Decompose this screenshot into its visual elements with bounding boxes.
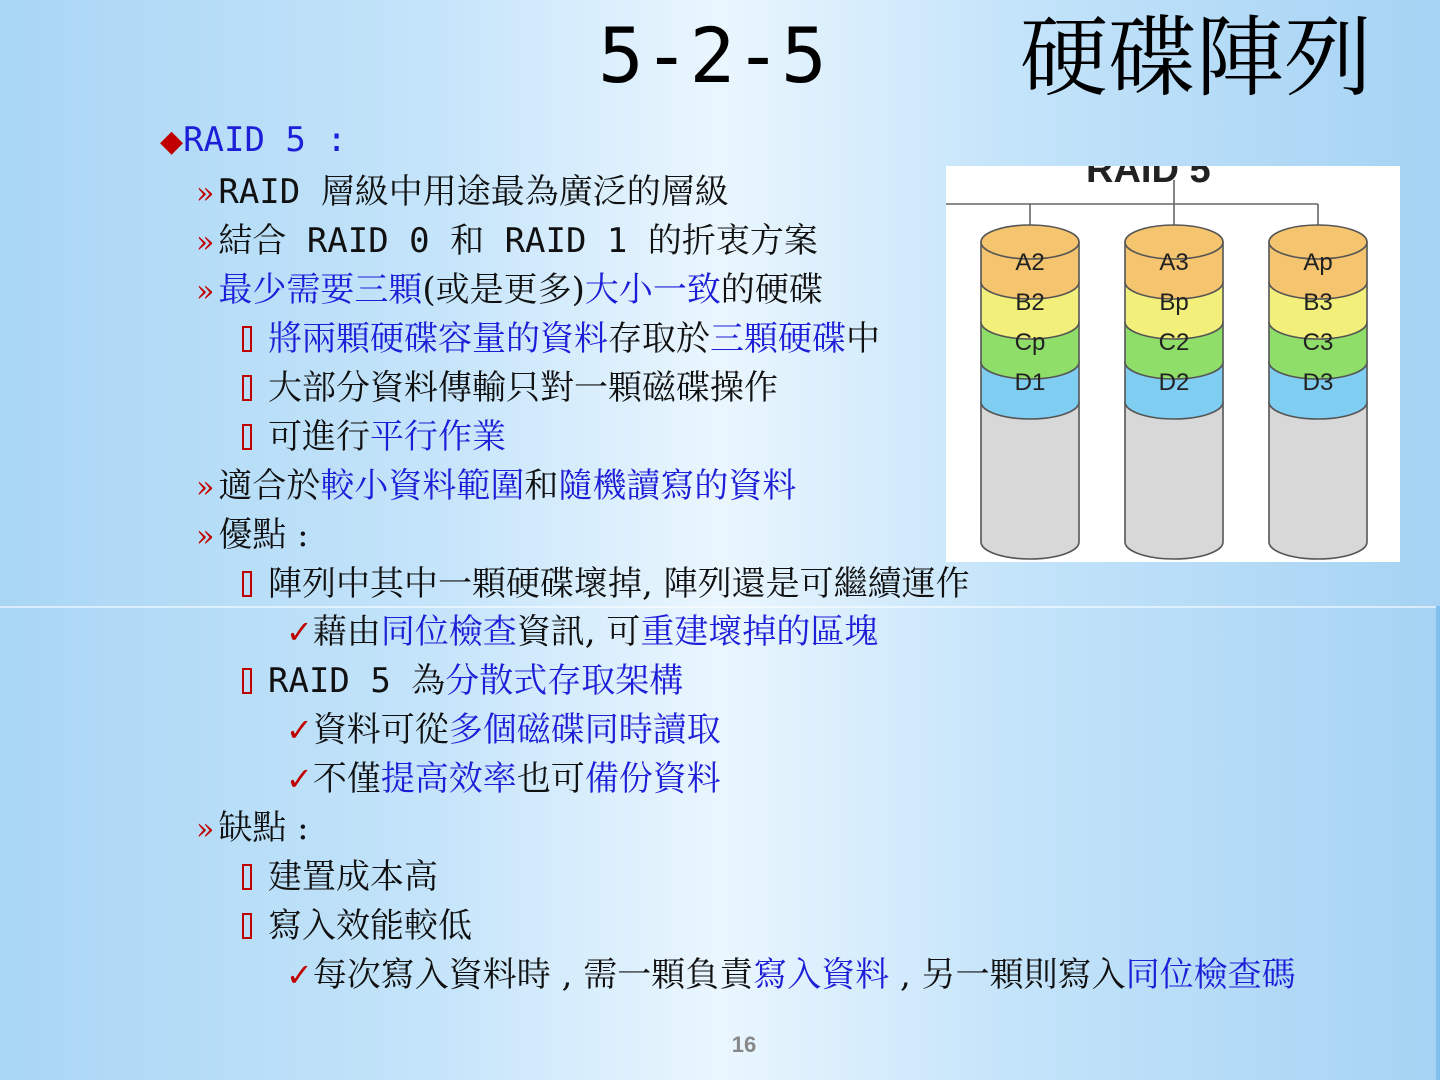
chevron-bullet-icon: » xyxy=(196,225,215,260)
text: 缺點 : xyxy=(218,808,309,848)
chevron-bullet-icon: » xyxy=(196,470,215,505)
text: 備份資料 xyxy=(584,759,721,799)
text: 分散式存取架構 xyxy=(445,661,684,701)
text: 資料可從 xyxy=(312,710,449,750)
disk-empty-body xyxy=(1269,402,1367,559)
bullet-level1 xyxy=(196,172,729,214)
bullet-level1 xyxy=(196,515,309,557)
box-bullet-icon xyxy=(242,913,252,939)
page-number: 16 xyxy=(731,1032,757,1057)
check-bullet-icon: ✓ xyxy=(286,760,313,798)
disk-3 xyxy=(1269,225,1367,559)
text: 較小資料範圍 xyxy=(320,466,525,506)
text: RAID 5 為 xyxy=(268,661,446,701)
raid5-diagram-svg xyxy=(946,166,1400,562)
text: 每次寫入資料時 , 需一顆負責 xyxy=(312,955,754,995)
check-bullet-icon: ✓ xyxy=(286,613,313,651)
disk-block-label: A2 xyxy=(1015,249,1045,276)
disk-block-label: B3 xyxy=(1303,289,1333,316)
disk-block-label: A3 xyxy=(1159,249,1189,276)
slide-title-number: 5-2-5 xyxy=(598,11,827,100)
text: 不僅 xyxy=(312,759,381,799)
bullet-heading xyxy=(160,120,347,162)
text: 存取於 xyxy=(608,319,710,359)
disk-empty-body xyxy=(1125,402,1223,559)
bullet-level2 xyxy=(238,857,438,897)
text: 適合於 xyxy=(218,466,321,506)
text: 將兩顆硬碟容量的資料 xyxy=(268,319,608,359)
chevron-bullet-icon: » xyxy=(196,519,215,554)
text: 多個磁碟同時讀取 xyxy=(448,710,721,750)
text: 大部分資料傳輸只對一顆磁碟操作 xyxy=(268,368,778,408)
text: 陣列中其中一顆硬碟壞掉, 陣列還是可繼續運作 xyxy=(268,564,970,604)
text: 中 xyxy=(846,319,880,359)
box-bullet-icon xyxy=(242,326,252,352)
bullet-level2 xyxy=(238,319,880,359)
text: 也可 xyxy=(516,759,585,799)
text: 資訊, 可 xyxy=(516,612,641,652)
box-bullet-icon xyxy=(242,668,252,694)
bullet-level1 xyxy=(196,221,818,263)
bullet-level3 xyxy=(286,955,1296,995)
text: 的硬碟 xyxy=(720,270,823,310)
text: 可進行 xyxy=(268,417,370,457)
box-bullet-icon xyxy=(242,571,252,597)
box-bullet-icon xyxy=(242,424,252,450)
text: 優點 : xyxy=(218,515,309,555)
disk-block-label: Cp xyxy=(1014,329,1046,356)
text: 和 xyxy=(524,466,559,506)
text: (或是更多) xyxy=(422,270,585,310)
bullet-level1 xyxy=(196,270,823,312)
heading-text: RAID 5 : xyxy=(183,120,347,160)
diamond-bullet-icon: ◆ xyxy=(160,124,184,159)
text: , 另一顆則寫入 xyxy=(889,955,1126,995)
text: 重建壞掉的區塊 xyxy=(640,612,879,652)
chevron-bullet-icon: » xyxy=(196,176,215,211)
disk-block-label: Ap xyxy=(1303,249,1333,276)
box-bullet-icon xyxy=(242,375,252,401)
bullet-level2 xyxy=(238,417,506,457)
text: 建置成本高 xyxy=(268,857,438,897)
check-bullet-icon: ✓ xyxy=(286,711,313,749)
bullet-level1 xyxy=(196,466,796,508)
diagram-disks xyxy=(981,225,1367,559)
disk-1 xyxy=(981,225,1079,559)
text: 提高效率 xyxy=(380,759,517,799)
text: 同位檢查碼 xyxy=(1125,955,1296,995)
disk-block-label: C3 xyxy=(1302,329,1334,356)
disk-empty-body xyxy=(981,402,1079,559)
bullet-level3 xyxy=(286,759,721,799)
text: 寫入效能較低 xyxy=(268,906,472,946)
box-bullet-icon xyxy=(242,864,252,890)
slide-title: 硬碟陣列 xyxy=(1020,6,1373,109)
chevron-bullet-icon: » xyxy=(196,274,215,309)
bullet-level2 xyxy=(238,906,472,946)
text: 隨機讀寫的資料 xyxy=(558,466,797,506)
bullet-level3 xyxy=(286,710,721,750)
text: 寫入資料 xyxy=(753,955,890,995)
text: 藉由 xyxy=(312,612,381,652)
chevron-bullet-icon: » xyxy=(196,812,215,847)
disk-block-label: C2 xyxy=(1158,329,1190,356)
bullet-level2 xyxy=(238,564,970,604)
diagram-label: RAID 5 xyxy=(1086,166,1211,191)
raid5-diagram xyxy=(946,166,1400,562)
disk-block-label: D2 xyxy=(1158,369,1190,396)
disk-block-label: Bp xyxy=(1159,289,1189,316)
disk-block-label: B2 xyxy=(1015,289,1045,316)
disk-block-label: D3 xyxy=(1302,369,1334,396)
text: RAID 層級中用途最為廣泛的層級 xyxy=(218,172,729,212)
text: 結合 RAID 0 和 RAID 1 的折衷方案 xyxy=(218,221,818,261)
text: 最少需要三顆 xyxy=(218,270,423,310)
divider-line xyxy=(0,606,1440,608)
bullet-level1 xyxy=(196,808,309,850)
text: 大小一致 xyxy=(584,270,721,310)
bullet-level2 xyxy=(238,661,683,701)
bullet-level3 xyxy=(286,612,878,652)
text: 同位檢查 xyxy=(380,612,517,652)
bullet-level2 xyxy=(238,368,778,408)
disk-2 xyxy=(1125,225,1223,559)
text: 平行作業 xyxy=(370,417,506,457)
check-bullet-icon: ✓ xyxy=(286,956,313,994)
right-edge-bar xyxy=(1436,606,1440,1080)
text: 三顆硬碟 xyxy=(710,319,846,359)
disk-block-label: D1 xyxy=(1014,369,1046,396)
